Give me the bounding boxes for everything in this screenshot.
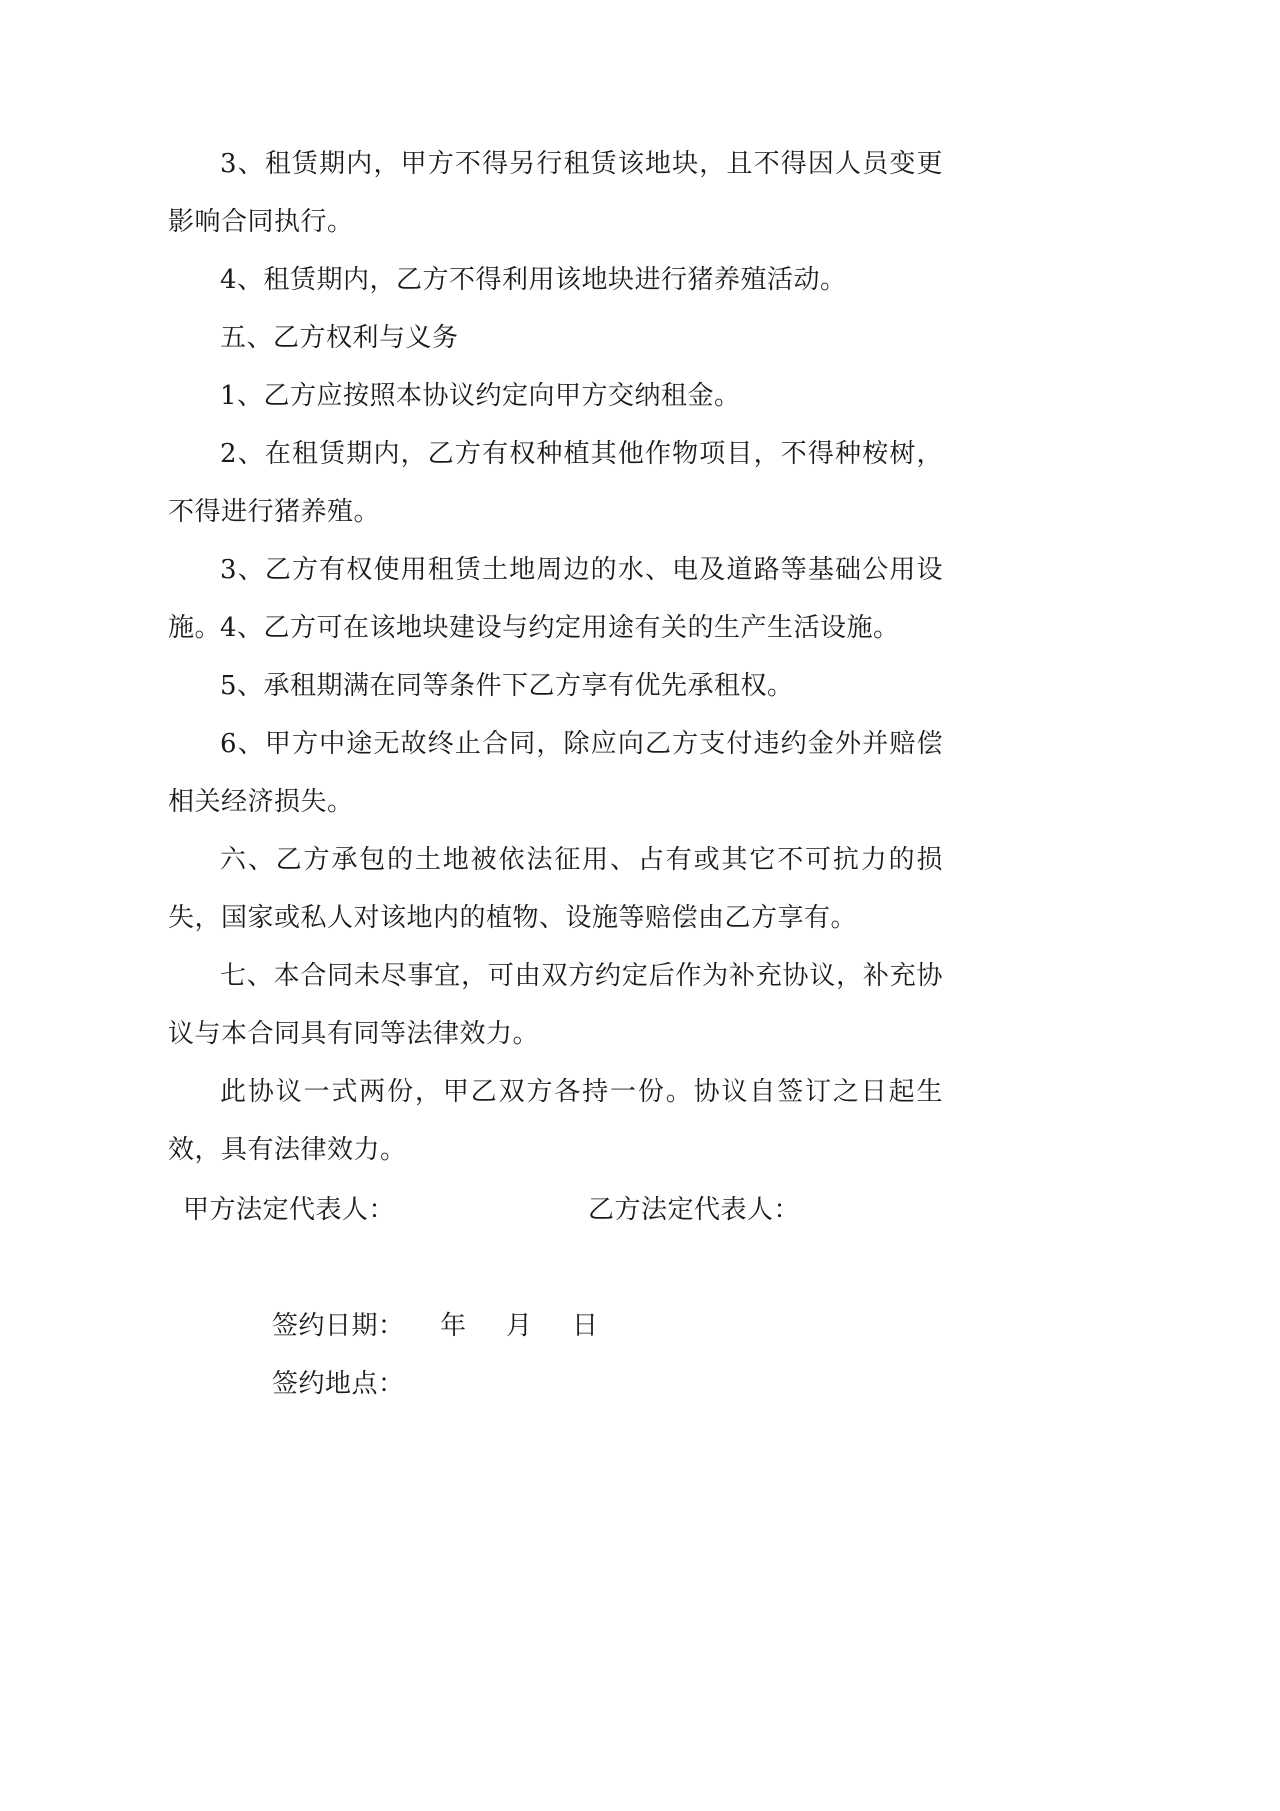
party-b-signature-label: 乙方法定代表人： [588, 1195, 801, 1225]
closing-paragraph: 此协议一式两份，甲乙双方各持一份。协议自签订之日起生效，具有法律效力。 [168, 1077, 943, 1165]
section-heading-5: 五、乙方权利与义务 [220, 323, 459, 353]
clause-b-5: 5、承租期满在同等条件下乙方享有优先承租权。 [220, 671, 794, 701]
month-label: 月 [506, 1311, 533, 1341]
clause-b-4: 4、乙方可在该地块建设与约定用途有关的生产生活设施。 [220, 613, 900, 643]
clause-b-6: 6、甲方中途无故终止合同，除应向乙方支付违约金外并赔偿相关经济损失。 [168, 729, 943, 817]
clause-a-3: 3、租赁期内，甲方不得另行租赁该地块，且不得因人员变更影响合同执行。 [168, 149, 943, 237]
clause-a-4: 4、租赁期内，乙方不得利用该地块进行猪养殖活动。 [220, 265, 847, 295]
section-6: 六、乙方承包的土地被依法征用、占有或其它不可抗力的损失，国家或私人对该地内的植物、设施等赔偿由乙方享有。 [168, 845, 943, 933]
day-label: 日 [572, 1311, 599, 1341]
clause-b-2: 2、在租赁期内，乙方有权种植其他作物项目，不得种桉树，不得进行猪养殖。 [168, 439, 943, 527]
signing-place-label: 签约地点： [272, 1369, 405, 1399]
year-label: 年 [440, 1311, 467, 1341]
clause-b-1: 1、乙方应按照本协议约定向甲方交纳租金。 [220, 381, 741, 411]
signing-date-label: 签约日期： [272, 1311, 405, 1341]
clause-b-3: 3、乙方有权使用租赁土地周边的水、电及道路等基础公用设施。 [168, 555, 943, 643]
section-7: 七、本合同未尽事宜，可由双方约定后作为补充协议，补充协议与本合同具有同等法律效力。 [168, 961, 943, 1049]
signing-date-line [272, 1297, 638, 1355]
party-a-signature-label: 甲方法定代表人： [183, 1195, 396, 1225]
